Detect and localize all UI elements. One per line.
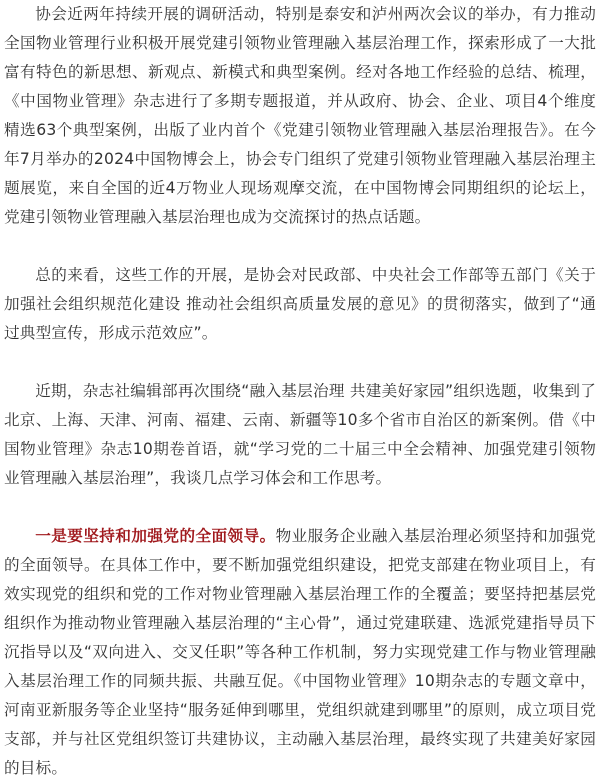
paragraph-recent-topics: 近期，杂志社编辑部再次围绕“融入基层治理 共建美好家园”组织选题，收集到了北京、上海、天津、河南、福建、云南、新疆等10多个省市自治区的新案例。借《中国物业管理》杂志10期卷首语，就“学习党的二十届三中全会精神、加强党建引领物业管理融入基层治理”，我谈几点学习体会和工作思考。 <box>4 382 596 487</box>
point-one-body: 物业服务企业融入基层治理必须坚持和加强党的全面领导。在具体工作中，要不断加强党组织建设，把党支部建在物业项目上，有效实现党的组织和党的工作对物业管理融入基层治理工作的全覆盖；要坚持把基层党组织作为推动物业管理融入基层治理的“主心骨”，通过党建联建、选派党建指导员下沉指导以及“双向进入、交叉任职”等各种工作机制，努力实现党建工作与物业管理融入基层治理工作的同频共振、共融互促。《中国物业管理》10期杂志的专题文章中，河南亚新服务等企业坚持“服务延伸到哪里，党组织就建到哪里”的原则，成立项目党支部，并与社区党组织签订共建协议，主动融入基层治理，最终实现了共建美好家园的目标。 <box>4 527 596 777</box>
paragraph-point-one <box>4 522 596 783</box>
paragraph-research-activities: 协会近两年持续开展的调研活动，特别是泰安和泸州两次会议的举办，有力推动全国物业管理行业积极开展党建引领物业管理融入基层治理工作，探索形成了一大批富有特色的新思想、新观点、新模式和典型案例。经对各地工作经验的总结、梳理，《中国物业管理》杂志进行了多期专题报道，并从政府、协会、企业、项目4个维度精选63个典型案例，出版了业内首个《党建引领物业管理融入基层治理报告》。在今年7月举办的2024中国物博会上，协会专门组织了党建引领物业管理融入基层治理主题展览，来自全国的近4万物业人现场观摩交流，在中国物博会同期组织的论坛上，党建引领物业管理融入基层治理也成为交流探讨的热点话题。 <box>4 5 596 226</box>
point-one-heading: 一是要坚持和加强党的全面领导。 <box>35 527 276 545</box>
article-body <box>4 0 596 783</box>
paragraph-summary: 总的来看，这些工作的开展，是协会对民政部、中央社会工作部等五部门《关于加强社会组织规范化建设 推动社会组织高质量发展的意见》的贯彻落实，做到了“通过典型宣传，形成示范效应”。 <box>4 266 596 342</box>
